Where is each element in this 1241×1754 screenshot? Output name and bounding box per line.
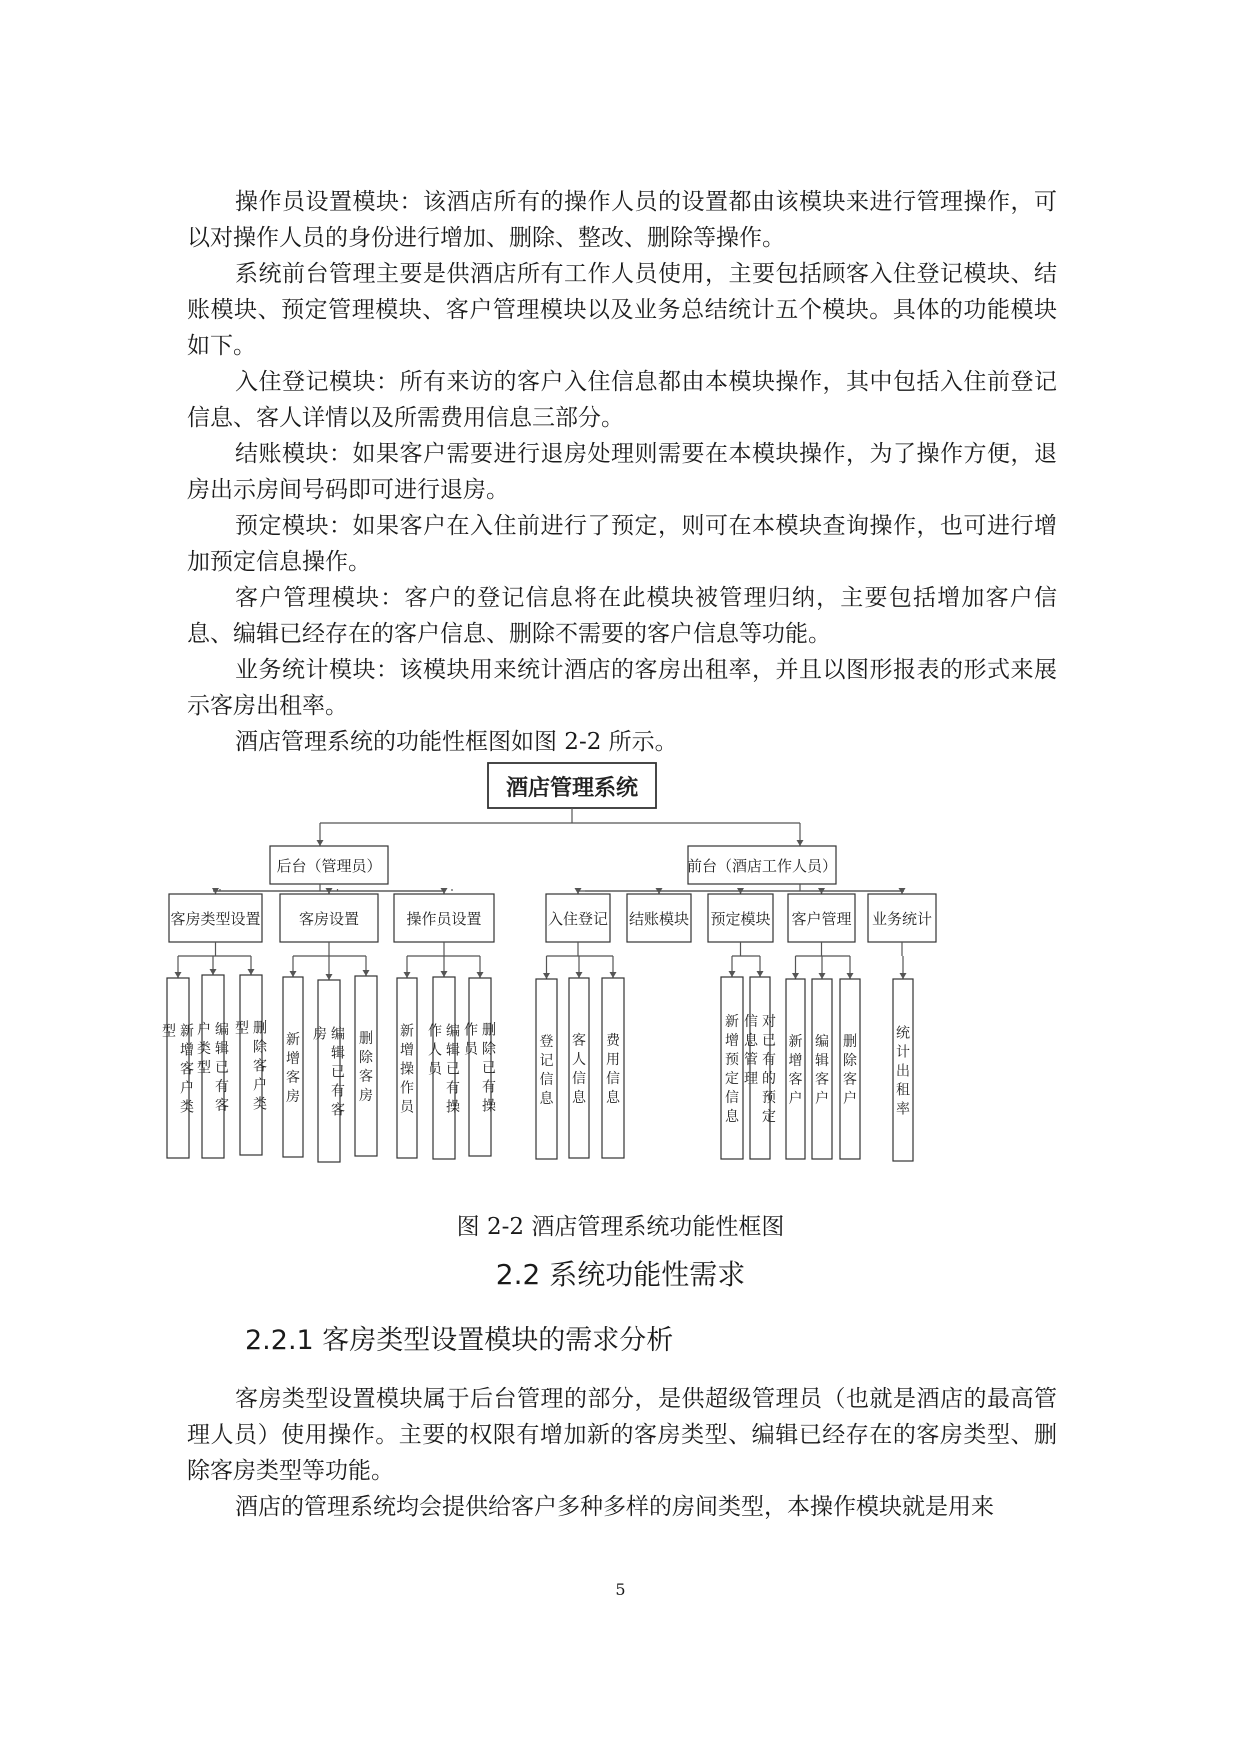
root-node-label: 酒店管理系统 xyxy=(505,775,639,801)
arrow-head xyxy=(441,971,448,977)
svg-text:房: 房 xyxy=(313,1026,327,1043)
arrow-head xyxy=(326,974,333,980)
section-heading: 2.2 系统功能性需求 xyxy=(495,1258,746,1291)
arrow-head xyxy=(477,972,484,978)
svg-text:统计出租率: 统计出租率 xyxy=(896,1025,910,1118)
arrow-head xyxy=(317,840,324,846)
svg-text:编辑已有操: 编辑已有操 xyxy=(446,1023,460,1116)
paragraph-operator-module: 操作员设置模块：该酒店所有的操作人员的设置都由该模块来进行管理操作，可以对操作人员的身份进行增加、删除、整改、删除等操作。 xyxy=(187,189,1057,251)
paragraph-booking-module: 预定模块：如果客户在入住前进行了预定，则可在本模块查询操作，也可进行增加预定信息操作。 xyxy=(187,513,1057,575)
arrow-head xyxy=(792,973,799,979)
svg-text:户类型: 户类型 xyxy=(197,1022,211,1076)
svg-text:作人员: 作人员 xyxy=(428,1023,442,1078)
paragraph-checkin-module: 入住登记模块：所有来访的客户入住信息都由本模块操作，其中包括入住前登记信息、客人详情以及所需费用信息三部分。 xyxy=(187,369,1057,431)
leaf-box-13 xyxy=(721,977,743,1159)
svg-text:客人信息: 客人信息 xyxy=(572,1033,586,1106)
svg-text:编辑客户: 编辑客户 xyxy=(815,1034,829,1107)
frontend-node-label: 前台（酒店工作人员） xyxy=(686,857,838,875)
svg-text:删除客户: 删除客户 xyxy=(843,1034,857,1107)
module-label-6: 预定模块 xyxy=(710,910,771,928)
leaf-box-15 xyxy=(786,979,805,1159)
leaf-box-6 xyxy=(355,976,377,1156)
module-label-3: 操作员设置 xyxy=(406,910,482,928)
module-label-5: 结账模块 xyxy=(628,910,690,928)
arrow-head xyxy=(757,971,764,977)
module-label-7: 客户管理 xyxy=(791,910,852,928)
svg-text:型: 型 xyxy=(235,1020,249,1037)
svg-text:新增预定信息: 新增预定信息 xyxy=(725,1014,739,1125)
leaf-label-18 xyxy=(896,1026,910,1118)
arrow-head xyxy=(610,972,617,978)
svg-text:编辑已有客: 编辑已有客 xyxy=(331,1026,345,1119)
paragraph-figure-intro: 酒店管理系统的功能性框图如图 2-2 所示。 xyxy=(235,729,678,755)
leaf-box-17 xyxy=(840,979,860,1159)
module-label-8: 业务统计 xyxy=(871,910,933,928)
svg-text:作员: 作员 xyxy=(464,1022,478,1058)
svg-text:新增客户: 新增客户 xyxy=(788,1034,803,1107)
leaf-box-14 xyxy=(750,977,770,1159)
leaf-box-10 xyxy=(536,979,557,1159)
arrow-head xyxy=(543,973,550,979)
arrow-head xyxy=(797,840,804,846)
svg-text:费用信息: 费用信息 xyxy=(606,1033,620,1106)
arrow-head xyxy=(576,972,583,978)
function-block-diagram xyxy=(162,755,1060,1210)
svg-text:新增客房: 新增客房 xyxy=(286,1032,300,1105)
leaf-label-7 xyxy=(400,1024,415,1116)
svg-text:删除客户类: 删除客户类 xyxy=(253,1020,267,1113)
svg-text:新增操作员: 新增操作员 xyxy=(400,1023,414,1116)
svg-text:登记信息: 登记信息 xyxy=(539,1034,554,1107)
paragraph-checkout-module: 结账模块：如果客户需要进行退房处理则需要在本模块操作，为了操作方便，退房出示房间号码即可进行退房。 xyxy=(187,441,1057,503)
paragraph-room-type-requirements: 客房类型设置模块属于后台管理的部分，是供超级管理员（也就是酒店的最高管理人员）使用操作。主要的权限有增加新的客房类型、编辑已经存在的客房类型、删除客房类型等功能。 xyxy=(187,1386,1057,1484)
leaf-box-4 xyxy=(283,977,303,1157)
arrow-head xyxy=(290,971,297,977)
figure-caption: 图 2-2 酒店管理系统功能性框图 xyxy=(456,1214,785,1240)
arrow-head xyxy=(363,970,370,976)
svg-text:对已有的预定: 对已有的预定 xyxy=(762,1014,776,1125)
module-label-2: 客房设置 xyxy=(298,910,360,928)
leaf-box-11 xyxy=(569,978,589,1158)
module-label-1: 客房类型设置 xyxy=(170,910,261,928)
svg-text:删除已有操: 删除已有操 xyxy=(482,1022,496,1115)
paragraph-frontend-overview: 系统前台管理主要是供酒店所有工作人员使用，主要包括顾客入住登记模块、结账模块、预定管理模块、客户管理模块以及业务总结统计五个模块。具体的功能模块如下。 xyxy=(187,261,1057,359)
leaf-box-16 xyxy=(812,979,832,1159)
leaf-box-12 xyxy=(602,978,624,1158)
arrow-head xyxy=(847,973,854,979)
arrow-head xyxy=(729,971,736,977)
backend-node-label: 后台（管理员） xyxy=(276,857,382,875)
svg-text:编辑已有客: 编辑已有客 xyxy=(215,1022,229,1114)
module-label-4: 入住登记 xyxy=(547,910,609,928)
arrow-head xyxy=(175,972,182,978)
arrow-head xyxy=(210,969,217,975)
arrow-head xyxy=(819,973,826,979)
svg-text:新增客户类: 新增客户类 xyxy=(180,1023,194,1116)
subsection-heading: 2.2.1 客房类型设置模块的需求分析 xyxy=(245,1325,674,1356)
arrow-head xyxy=(404,972,411,978)
svg-text:信息管理: 信息管理 xyxy=(744,1014,758,1087)
paragraph-statistics-module: 业务统计模块：该模块用来统计酒店的客房出租率，并且以图形报表的形式来展示客房出租率。 xyxy=(187,657,1057,719)
arrow-head xyxy=(900,973,907,979)
page-number: 5 xyxy=(615,1580,626,1599)
svg-text:删除客房: 删除客房 xyxy=(359,1031,373,1104)
arrow-head xyxy=(248,969,255,975)
paragraph-customer-module: 客户管理模块：客户的登记信息将在此模块被管理归纳，主要包括增加客户信息、编辑已经存在的客户信息、删除不需要的客户信息等功能。 xyxy=(187,585,1057,647)
paragraph-room-type-continued: 酒店的管理系统均会提供给客户多种多样的房间类型，本操作模块就是用来 xyxy=(235,1494,994,1520)
svg-text:型: 型 xyxy=(162,1023,176,1040)
